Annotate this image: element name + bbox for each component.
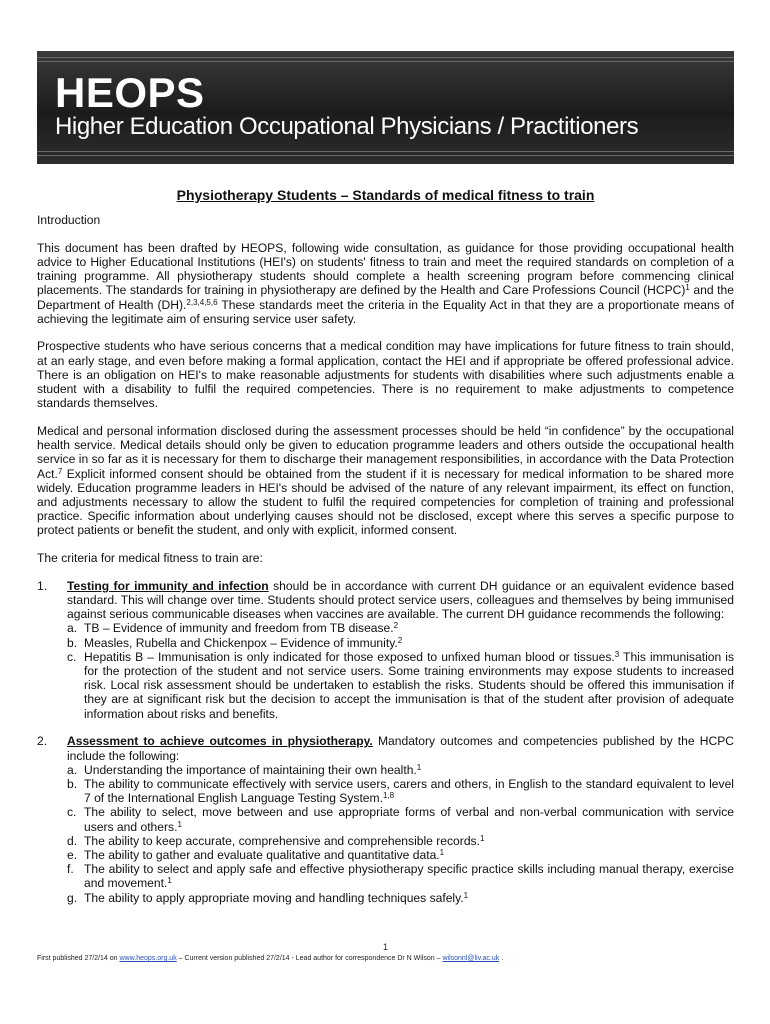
heops-website-link[interactable]: www.heops.org.uk [119,955,177,962]
criteria-intro: The criteria for medical fitness to train are: [37,551,263,566]
footnote-ref: 1 [685,283,690,293]
criteria-item: 2. Assessment to achieve outcomes in physiotherapy. Mandatory outcomes and competencies published by the HCPC include the following: a. Understanding the importance of maintaining their own health.$^1$ b. The ability to communicate effectively with service users, carers and others, in English to the standard equivalent to level 7 of the International English Language Testing System.$^{1,8}$ c. The ability to select, move between and use appropriate forms of verbal and non-verbal communication with service users and others.$^1$ d. The ability to keep accurate, comprehensive and comprehensible records.$^1$ e. The ability to gather and evaluate qualitative and quantitative data.$^1$ f. The ability to select and apply safe and effective physiotherapy specific practice skills including manual therapy, exercise and movement.$^1$ g. The ability to apply appropriate moving and handling techniques safely.$^1$ [37,734,734,905]
intro-paragraph: This document has been drafted by HEOPS, following wide consultation, as guidance for those providing occupational health advice to Higher Educational Institutions (HEI's) on students' fitness to train and meet the required standards on completion of a training programme. All physiotherapy students should complete a health screening program before commencing clinical placements. The standards for training in physiotherapy are defined by the Health and Care Professions Council (HCPC)$^1$ and the Department of Health (DH).$^{2,3,4,5,6}$ These standards meet the criteria in the Equality Act in that they are a proportionate means of achieving the legitimate aim of ensuring service user safety. [37,240,734,326]
footnote-ref: 2,3,4,5,6 [186,297,218,307]
page-footer [37,943,734,963]
list-item: b. The ability to communicate effectively with service users, carers and others, in English to the standard equivalent to level 7 of the International English Language Testing System.$^{1,8}$ [67,776,734,806]
banner-brand: HEOPS [55,69,205,116]
banner-rule [37,57,734,58]
banner-rule [37,155,734,156]
criteria-heading: Testing for immunity and infection [67,578,269,593]
list-item: c. Hepatitis B – Immunisation is only indicated for those exposed to unfixed human blood or tissues.$^3$ This immunisation is for the protection of the student and not service users. Some training environments may expose students to increased risk. Local risk assessment should be undertaken to establish the risks. Students should be offered this immunisation if they are at significant risk but the decision to accept the immunisation is that of the student after provision of adequate information about risks and benefits. [67,649,734,721]
criteria-heading: Assessment to achieve outcomes in physiotherapy. [67,734,373,749]
author-email-link[interactable]: wilsonnl@liv.ac.uk [442,955,500,962]
footer-credit: First published 27/2/14 on www.heops.org.uk – Current version published 27/2/14 - Lead author for correspondence Dr N Wilson – wilsonnl@liv.ac.uk . [37,955,504,962]
list-item: g. The ability to apply appropriate moving and handling techniques safely.$^1$ [67,890,469,905]
banner-rule [37,151,734,152]
list-item: f. The ability to select and apply safe and effective physiotherapy specific practice skills including manual therapy, exercise and movement.$^1$ [67,862,734,891]
criteria-list [37,579,734,905]
page-number: 1 [382,942,388,952]
document-title: Physiotherapy Students – Standards of medical fitness to train [176,187,595,203]
list-item: a. Understanding the importance of maintaining their own health.$^1$ [67,762,422,777]
document-body [37,186,734,918]
list-item: b. Measles, Rubella and Chickenpox – Evidence of immunity.$^2$ [67,635,403,650]
sub-list [67,763,734,905]
introduction-heading: Introduction [37,213,101,227]
list-item: e. The ability to gather and evaluate qualitative and quantitative data.$^1$ [67,847,445,862]
banner-rule [37,61,734,62]
sub-list [67,621,734,720]
prospective-students-paragraph: Prospective students who have serious concerns that a medical condition may have implications for future fitness to train should, at an early stage, and even before making a formal application, contact the HEI and if appropriate be offered professional advice. There is an obligation on HEI's to make reasonable adjustments for students with disabilities where such adjustments enable a student with a disability to fulfil the required competencies. There is no requirement to make adjustments to competence standards themselves. [37,339,734,411]
list-item: d. The ability to keep accurate, comprehensive and comprehensible records.$^1$ [67,833,485,848]
list-item: a. TB – Evidence of immunity and freedom from TB disease.$^2$ [67,621,399,636]
criteria-item: 1. Testing for immunity and infection should be in accordance with current DH guidance or an equivalent evidence based standard. This will change over time. Students should protect service users, colleagues and themselves by being immunised against serious communicable diseases when vaccines are available. The current DH guidance recommends the following: a. TB – Evidence of immunity and freedom from TB disease.$^2$ b. Measles, Rubella and Chickenpox – Evidence of immunity.$^2$ c. Hepatitis B – Immunisation is only indicated for those exposed to unfixed human blood or tissues.$^3$ This immunisation is for the protection of the student and not service users. Some training environments may expose students to increased risk. Local risk assessment should be undertaken to establish the risks. Students should be offered this immunisation if they are at significant risk but the decision to accept the immunisation is that of the student after provision of adequate information about risks and benefits. [37,578,734,721]
footnote-ref: 7 [57,466,63,476]
list-item: c. The ability to select, move between and use appropriate forms of verbal and non-verbal communication with service users and others.$^1$ [67,805,734,834]
heops-banner [37,51,734,164]
banner-subtitle: Higher Education Occupational Physicians / Practitioners [55,113,639,140]
confidentiality-paragraph: Medical and personal information disclosed during the assessment processes should be held “in confidence” by the occupational health service. Medical details should only be given to education programme leaders and others outside the occupational health service in so far as it is necessary for them to discharge their management responsibilities, in accordance with the Data Protection Act.$^7$ Explicit informed consent should be obtained from the student if it is necessary for medical information to be shared more widely. Education programme leaders in HEI's should be advised of the nature of any relevant impairment, its effect on function, and adjustments necessary to allow the student to fulfil the required competencies for completion of training and professional practice. Specific information about underlying causes should not be disclosed, except where this serves a specific purpose to protect patients or benefit the student, and only with explicit, informed consent. [37,423,734,538]
